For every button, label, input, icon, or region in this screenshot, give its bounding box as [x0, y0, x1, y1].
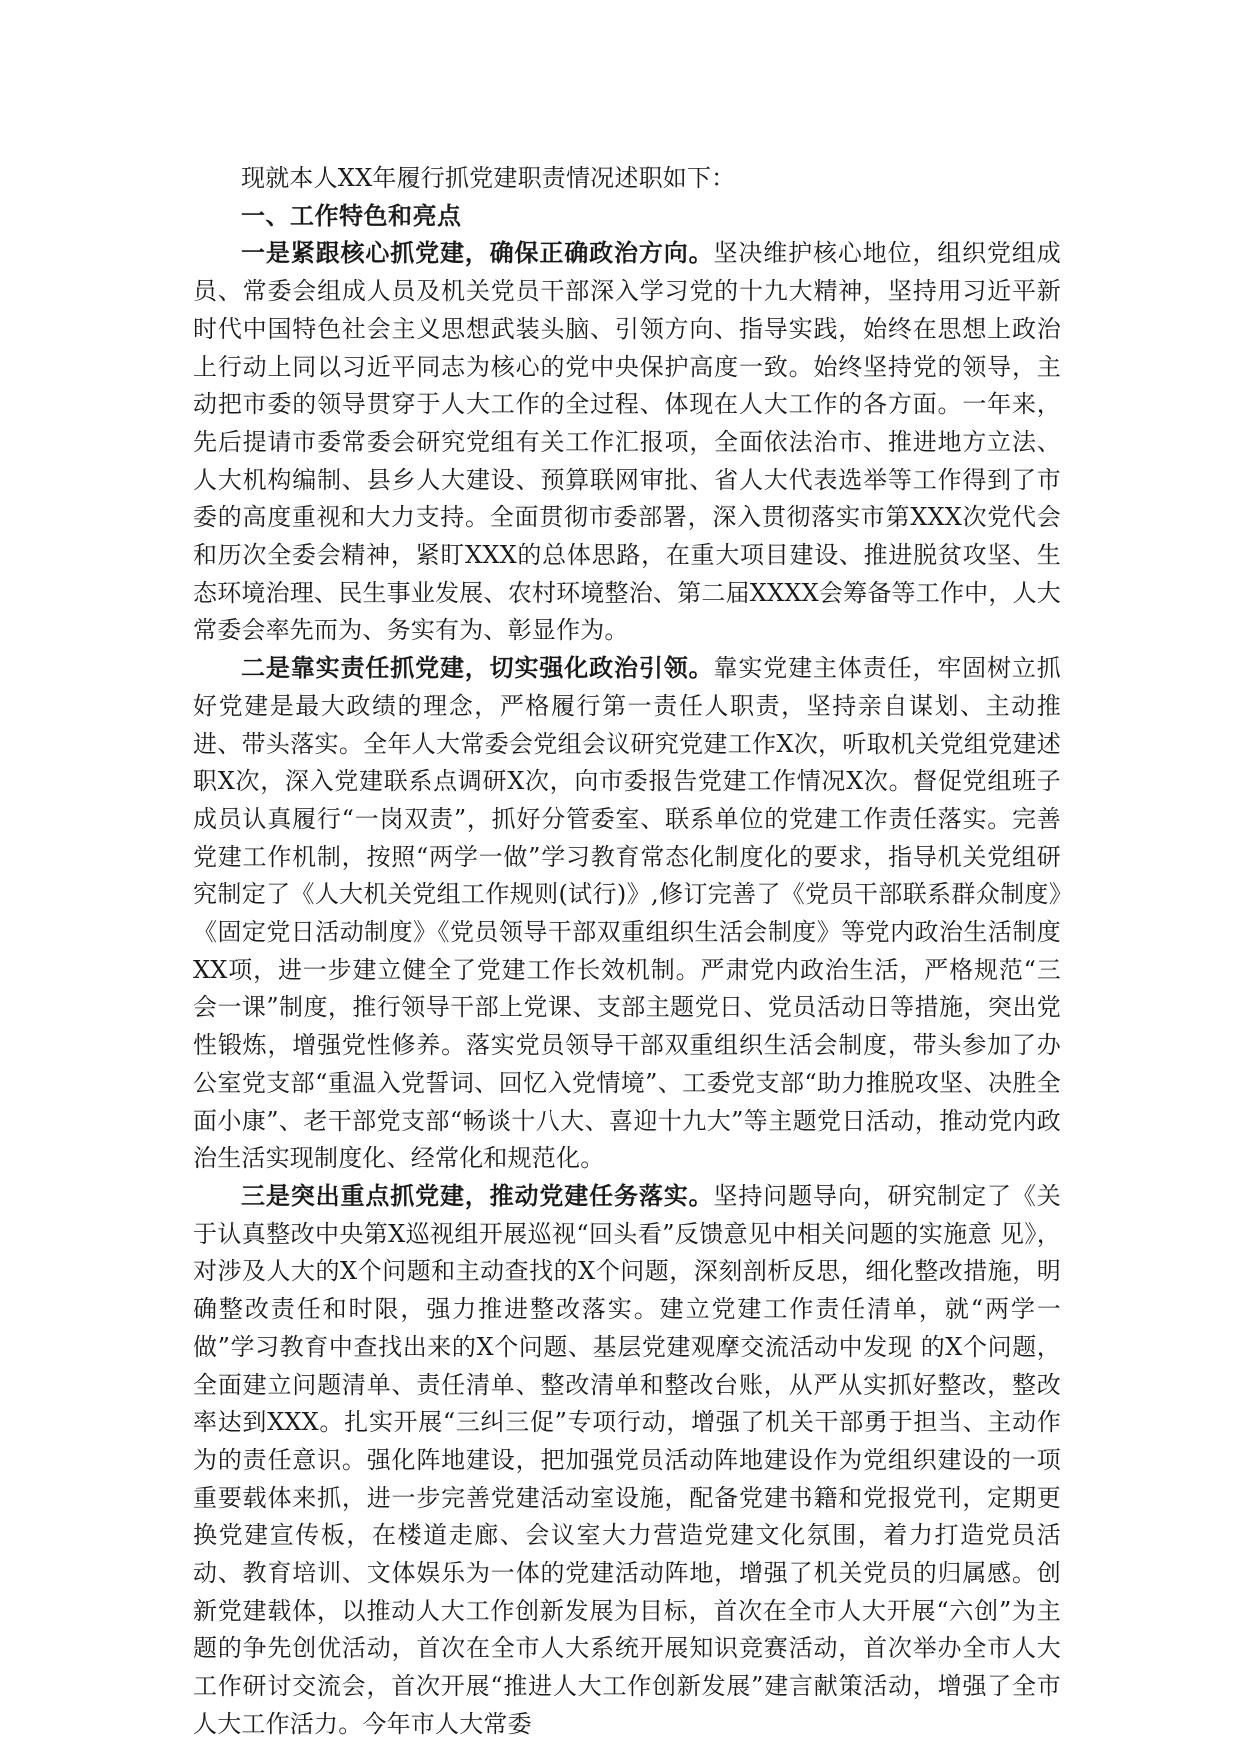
body-paragraph-3	[193, 1178, 1061, 1744]
paragraph-body-3: 坚持问题导向，研究制定了《关于认真整改中央第X巡视组开展巡视“回头看”反馈意见中相关问题的实施意 见》，对涉及人大的X个问题和主动查找的X个问题，深刻剖析反思，细化整改措施，明确整改责任和时限，强力推进整改落实。建立党建工作责任清单，就“两学一做”学习教育中查找出来的X个问题、基层党建观摩交流活动中发现 的X个问题，全面建立问题清单、责任清单、整改清单和整改台账，从严从实抓好整改，整改率达到XXX。扎实开展“三纠三促”专项行动，增强了机关干部勇于担当、主动作为的责任意识。强化阵地建设，把加强党员活动阵地建设作为党组织建设的一项重要载体来抓，进一步完善党建活动室设施，配备党建书籍和党报党刊，定期更换党建宣传板，在楼道走廊、会议室大力营造党建文化氛围，着力打造党员活动、教育培训、文体娱乐为一体的党建活动阵地，增强了机关党员的归属感。创新党建载体，以推动人大工作创新发展为目标，首次在全市人大开展“六创”为主题的争先创优活动，首次在全市人大系统开展知识竞赛活动，首次举办全市人大工作研讨交流会，首次开展“推进人大工作创新发展”建言献策活动，增强了全市人大工作活力。今年市人大常委	[193, 1181, 1061, 1738]
section-heading: 一、工作特色和亮点	[241, 201, 462, 230]
paragraph-lead-2: 二是靠实责任抓党建，切实强化政治引领。	[241, 654, 714, 683]
paragraph-body-1: 坚决维护核心地位，组织党组成员、常委会组成人员及机关党员干部深入学习党的十九大精神，坚持用习近平新时代中国特色社会主义思想武装头脑、引领方向、指导实践，始终在思想上政治上行动上同以习近平同志为核心的党中央保护高度一致。始终坚持党的领导，主动把市委的领导贯穿于人大工作的全过程、体现在人大工作的各方面。一年来，先后提请市委常委会研究党组有关工作汇报项，全面依法治市、推进地方立法、人大机构编制、县乡人大建设、预算联网审批、省人大代表选举等工作得到了市委的高度重视和大力支持。全面贯彻市委部署，深入贯彻落实市第XXX次党代会和历次全委会精神，紧盯XXX的总体思路，在重大项目建设、推进脱贫攻坚、生态环境治理、民生事业发展、农村环境整治、第二届XXXX会筹备等工作中，人大常委会率先而为、务实有为、彰显作为。	[193, 239, 1061, 645]
body-paragraph-1	[193, 235, 1061, 650]
paragraph-body-2: 靠实党建主体责任，牢固树立抓好党建是最大政绩的理念，严格履行第一责任人职责，坚持亲自谋划、主动推进、带头落实。全年人大常委会党组会议研究党建工作X次，听取机关党组党建述职X次，深入党建联系点调研X次，向市委报告党建工作情况X次。督促党组班子成员认真履行“一岗双责”，抓好分管委室、联系单位的党建工作责任落实。完善党建工作机制，按照“两学一做”学习教育常态化制度化的要求，指导机关党组研究制定了《人大机关党组工作规则(试行)》,修订完善了《党员干部联系群众制度》《固定党日活动制度》《党员领导干部双重组织生活会制度》等党内政治生活制度XX项，进一步建立健全了党建工作长效机制。严肃党内政治生活，严格规范“三会一课”制度，推行领导干部上党课、支部主题党日、党员活动日等措施，突出党性锻炼，增强党性修养。落实党员领导干部双重组织生活会制度，带头参加了办公室党支部“重温入党誓词、回忆入党情境”、工委党支部“助力推脱攻坚、决胜全面小康”、老干部党支部“畅谈十八大、喜迎十九大”等主题党日活动，推动党内政治生活实现制度化、经常化和规范化。	[193, 654, 1061, 1173]
document-page	[193, 160, 1061, 1744]
paragraph-lead-3: 三是突出重点抓党建，推动党建任务落实。	[241, 1181, 714, 1210]
intro-paragraph: 现就本人XX年履行抓党建职责情况述职如下：	[241, 164, 736, 192]
paragraph-lead-1: 一是紧跟核心抓党建，确保正确政治方向。	[241, 239, 714, 268]
body-paragraph-2	[193, 650, 1061, 1178]
